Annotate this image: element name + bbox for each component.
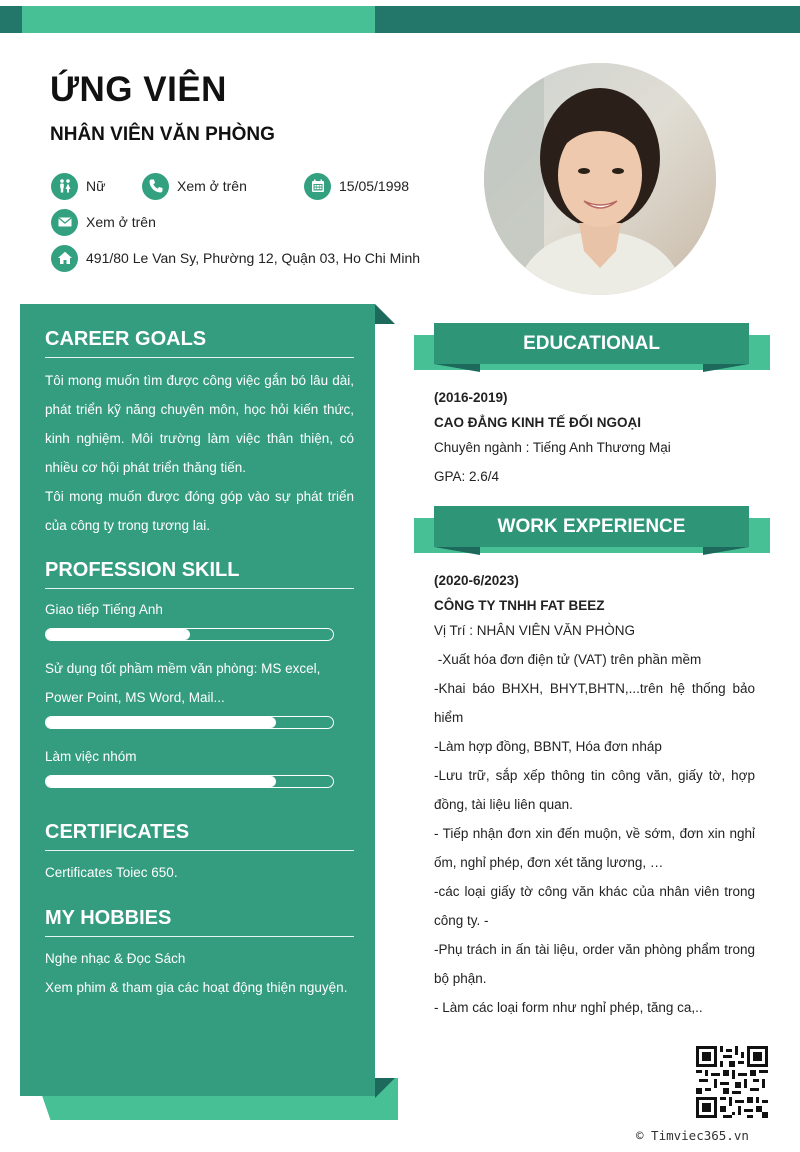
email-icon (51, 209, 78, 236)
gender-icon (51, 173, 78, 200)
gender-text: Nữ (86, 178, 106, 194)
phone-row (142, 172, 247, 200)
skill-bar-fill-2 (46, 717, 276, 728)
certificates-heading: CERTIFICATES (45, 821, 354, 851)
job-title: NHÂN VIÊN VĂN PHÒNG (50, 124, 275, 145)
phone-text: Xem ở trên (177, 178, 247, 194)
address-text: 491/80 Le Van Sy, Phường 12, Quận 03, Ho Chi Minh (86, 250, 421, 266)
skill-label-2: Sử dụng tốt phầm mềm văn phòng: MS excel, Power Point, MS Word, Mail... (45, 661, 321, 705)
skill-bar-fill-3 (46, 776, 276, 787)
work-position: Vị Trí : NHÂN VIÊN VĂN PHÒNG (434, 623, 636, 638)
email-row (51, 208, 156, 236)
skill-bar-1 (45, 628, 334, 641)
certificates-text: Certificates Toiec 650. (45, 865, 178, 880)
education-school: CAO ĐẲNG KINH TẾ ĐỐI NGOẠI (434, 415, 642, 430)
work-period: (2020-6/2023) (434, 573, 519, 588)
career-goals-text-2: Tôi mong muốn được đóng góp vào sự phát triển của công ty trong tương lai. (45, 489, 354, 533)
education-gpa: GPA: 2.6/4 (434, 469, 500, 484)
skill-label-1: Giao tiếp Tiếng Anh (45, 602, 163, 617)
work-duty-7: -Phụ trách in ấn tài liệu, order văn phòng phẩm trong bộ phận. (434, 942, 755, 986)
profession-skill-heading: PROFESSION SKILL (45, 559, 354, 589)
birthday-row (304, 172, 409, 200)
education-heading: EDUCATIONAL (434, 323, 749, 364)
work-duty-5: - Tiếp nhận đơn xin đến muộn, về sớm, đơn xin nghỉ ốm, nghỉ phép, đơn xét tăng lương, … (434, 826, 755, 870)
skill-bar-3 (45, 775, 334, 788)
work-duty-8: - Làm các loại form như nghỉ phép, tăng ca,.. (434, 1000, 703, 1015)
email-text: Xem ở trên (86, 214, 156, 230)
candidate-photo (484, 63, 716, 295)
work-company: CÔNG TY TNHH FAT BEEZ (434, 598, 605, 613)
work-duty-6: -các loại giấy tờ công văn khác của nhân viên trong công ty. - (434, 884, 755, 928)
hobbies-heading: MY HOBBIES (45, 907, 354, 937)
gender-row (51, 172, 105, 200)
top-bar-accent (22, 6, 375, 33)
career-goals-text-1: Tôi mong muốn tìm được công việc gắn bó lâu dài, phát triển kỹ năng chuyên môn, học hỏi kiến thức, kinh nghiệm. Môi trường làm việc thân thiện, có nhiều cơ hội phát triển thăng tiến. (45, 373, 354, 475)
work-heading: WORK EXPERIENCE (434, 506, 749, 547)
skill-label-3: Làm việc nhóm (45, 749, 137, 764)
address-row (51, 244, 420, 272)
calendar-icon (304, 173, 331, 200)
career-goals-heading: CAREER GOALS (45, 328, 354, 358)
hobbies-text-2: Xem phim & tham gia các hoạt động thiện nguyện. (45, 980, 348, 995)
work-duty-1: -Xuất hóa đơn điện tử (VAT) trên phần mềm (434, 652, 702, 667)
work-duty-2: -Khai báo BHXH, BHYT,BHTN,...trên hệ thống bảo hiểm (434, 681, 755, 725)
skill-bar-fill-1 (46, 629, 190, 640)
work-duty-3: -Làm hợp đồng, BBNT, Hóa đơn nháp (434, 739, 662, 754)
copyright-text: © Timviec365.vn (636, 1128, 749, 1143)
home-icon (51, 245, 78, 272)
birthday-text: 15/05/1998 (339, 178, 410, 194)
candidate-name: ỨNG VIÊN (50, 70, 227, 109)
skill-bar-2 (45, 716, 334, 729)
work-duty-4: -Lưu trữ, sắp xếp thông tin công văn, giấy tờ, hợp đồng, tài liệu liên quan. (434, 768, 755, 812)
education-major: Chuyên ngành : Tiếng Anh Thương Mại (434, 440, 671, 455)
qr-code (696, 1046, 768, 1118)
phone-icon (142, 173, 169, 200)
hobbies-text-1: Nghe nhạc & Đọc Sách (45, 951, 186, 966)
education-period: (2016-2019) (434, 390, 508, 405)
left-panel-fold-top (375, 304, 395, 324)
left-panel (20, 304, 375, 1096)
